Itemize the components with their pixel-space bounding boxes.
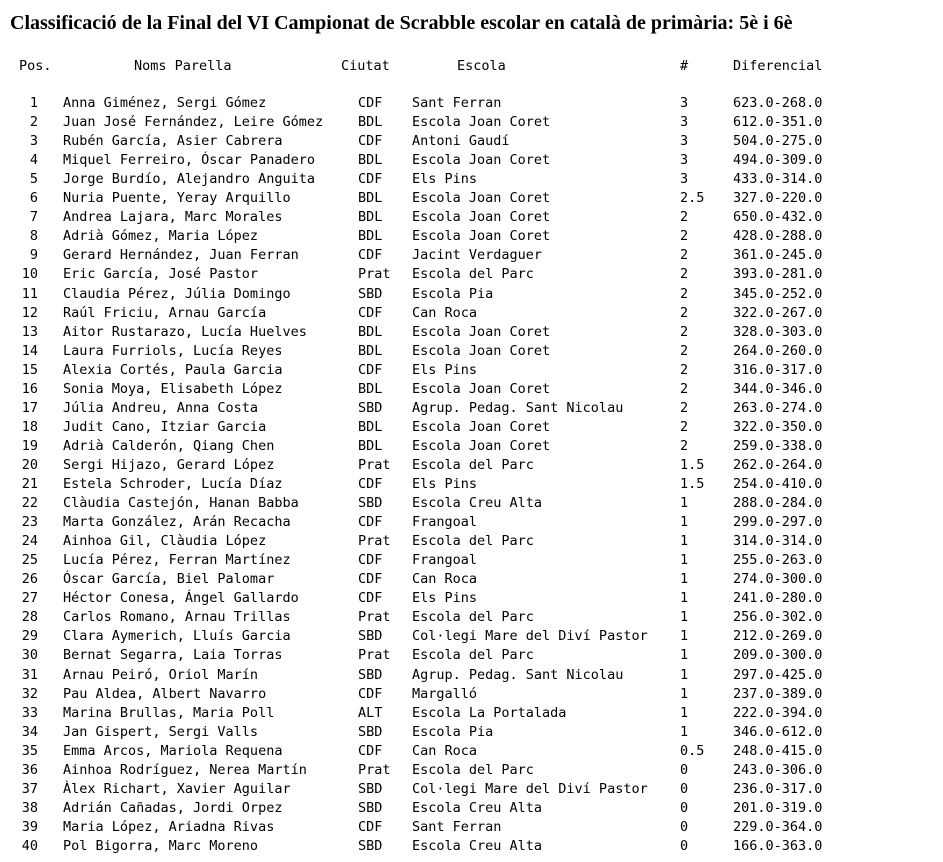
row-school-cell: Jacint Verdaguer bbox=[412, 247, 543, 263]
row-num-cell: 2 bbox=[680, 400, 689, 416]
row-num-cell: 1 bbox=[680, 724, 689, 740]
row-pos-cell: 30 bbox=[21, 647, 38, 663]
row-pos-cell: 33 bbox=[21, 705, 38, 721]
row-pos-cell: 11 bbox=[21, 286, 38, 302]
row-city-cell: SBD bbox=[358, 628, 383, 644]
row-diff-cell: 201.0-319.0 bbox=[733, 800, 823, 816]
row-names-cell: Juan José Fernández, Leire Gómez bbox=[63, 114, 324, 130]
row-diff-cell: 612.0-351.0 bbox=[733, 114, 823, 130]
row-names-cell: Adrián Cañadas, Jordi Orpez bbox=[63, 800, 283, 816]
row-names-cell: Laura Furriols, Lucía Reyes bbox=[63, 343, 283, 359]
row-num-cell: 0.5 bbox=[680, 743, 705, 759]
row-diff-cell: 209.0-300.0 bbox=[733, 647, 823, 663]
row-diff-cell: 346.0-612.0 bbox=[733, 724, 823, 740]
row-pos-cell: 34 bbox=[21, 724, 38, 740]
row-pos-cell: 4 bbox=[29, 152, 38, 168]
row-num-cell: 3 bbox=[680, 95, 689, 111]
row-school-cell: Escola Creu Alta bbox=[412, 495, 543, 511]
row-city-cell: ALT bbox=[358, 705, 383, 721]
row-pos-cell: 5 bbox=[29, 171, 38, 187]
row-diff-cell: 361.0-245.0 bbox=[733, 247, 823, 263]
header-school: Escola bbox=[457, 58, 506, 74]
row-school-cell: Col·legi Mare del Diví Pastor bbox=[412, 781, 648, 797]
row-diff-cell: 504.0-275.0 bbox=[733, 133, 823, 149]
row-school-cell: Escola Joan Coret bbox=[412, 343, 551, 359]
row-num-cell: 2 bbox=[680, 438, 689, 454]
row-school-cell: Escola Joan Coret bbox=[412, 114, 551, 130]
row-city-cell: SBD bbox=[358, 781, 383, 797]
row-num-cell: 2 bbox=[680, 228, 689, 244]
row-names-cell: Maria López, Ariadna Rivas bbox=[63, 819, 275, 835]
row-school-cell: Margalló bbox=[412, 686, 478, 702]
row-city-cell: BDL bbox=[358, 343, 383, 359]
row-num-cell: 2 bbox=[680, 362, 689, 378]
row-diff-cell: 255.0-263.0 bbox=[733, 552, 823, 568]
row-school-cell: Els Pins bbox=[412, 171, 478, 187]
row-city-cell: CDF bbox=[358, 95, 383, 111]
row-names-cell: Clàudia Castejón, Hanan Babba bbox=[63, 495, 299, 511]
row-school-cell: Escola Joan Coret bbox=[412, 419, 551, 435]
row-pos-cell: 21 bbox=[21, 476, 38, 492]
header-num: # bbox=[680, 58, 689, 74]
row-school-cell: Els Pins bbox=[412, 362, 478, 378]
row-pos-cell: 6 bbox=[29, 190, 38, 206]
row-city-cell: SBD bbox=[358, 800, 383, 816]
row-city-cell: CDF bbox=[358, 590, 383, 606]
row-num-cell: 1 bbox=[680, 495, 689, 511]
row-city-cell: Prat bbox=[358, 762, 391, 778]
row-num-cell: 2 bbox=[680, 305, 689, 321]
row-diff-cell: 650.0-432.0 bbox=[733, 209, 823, 225]
row-school-cell: Escola Joan Coret bbox=[412, 152, 551, 168]
row-names-cell: Lucía Pérez, Ferran Martínez bbox=[63, 552, 291, 568]
row-diff-cell: 299.0-297.0 bbox=[733, 514, 823, 530]
row-school-cell: Col·legi Mare del Diví Pastor bbox=[412, 628, 648, 644]
row-names-cell: Adrià Calderón, Qiang Chen bbox=[63, 438, 275, 454]
row-names-cell: Emma Arcos, Mariola Requena bbox=[63, 743, 283, 759]
row-city-cell: Prat bbox=[358, 647, 391, 663]
row-city-cell: CDF bbox=[358, 514, 383, 530]
row-num-cell: 1 bbox=[680, 705, 689, 721]
row-diff-cell: 428.0-288.0 bbox=[733, 228, 823, 244]
row-pos-cell: 10 bbox=[21, 266, 38, 282]
row-num-cell: 1 bbox=[680, 552, 689, 568]
row-pos-cell: 23 bbox=[21, 514, 38, 530]
row-names-cell: Nuria Puente, Yeray Arquillo bbox=[63, 190, 291, 206]
row-names-cell: Arnau Peiró, Oriol Marín bbox=[63, 667, 259, 683]
row-names-cell: Claudia Pérez, Júlia Domingo bbox=[63, 286, 291, 302]
row-num-cell: 1 bbox=[680, 628, 689, 644]
row-school-cell: Escola del Parc bbox=[412, 609, 534, 625]
row-diff-cell: 344.0-346.0 bbox=[733, 381, 823, 397]
row-pos-cell: 37 bbox=[21, 781, 38, 797]
row-city-cell: SBD bbox=[358, 400, 383, 416]
row-names-cell: Marta González, Arán Recacha bbox=[63, 514, 291, 530]
row-city-cell: BDL bbox=[358, 324, 383, 340]
row-names-cell: Marina Brullas, Maria Poll bbox=[63, 705, 275, 721]
row-num-cell: 2 bbox=[680, 286, 689, 302]
row-city-cell: BDL bbox=[358, 228, 383, 244]
row-school-cell: Can Roca bbox=[412, 571, 478, 587]
row-names-cell: Ainhoa Rodríguez, Nerea Martín bbox=[63, 762, 307, 778]
row-diff-cell: 322.0-350.0 bbox=[733, 419, 823, 435]
row-city-cell: CDF bbox=[358, 819, 383, 835]
row-names-cell: Rubén García, Asier Cabrera bbox=[63, 133, 283, 149]
row-num-cell: 3 bbox=[680, 133, 689, 149]
row-school-cell: Escola del Parc bbox=[412, 457, 534, 473]
row-city-cell: SBD bbox=[358, 667, 383, 683]
row-diff-cell: 494.0-309.0 bbox=[733, 152, 823, 168]
row-diff-cell: 248.0-415.0 bbox=[733, 743, 823, 759]
row-num-cell: 0 bbox=[680, 819, 689, 835]
row-names-cell: Gerard Hernández, Juan Ferran bbox=[63, 247, 299, 263]
row-num-cell: 1 bbox=[680, 533, 689, 549]
row-diff-cell: 241.0-280.0 bbox=[733, 590, 823, 606]
row-city-cell: BDL bbox=[358, 114, 383, 130]
header-city: Ciutat bbox=[341, 58, 390, 74]
row-num-cell: 2 bbox=[680, 381, 689, 397]
header-names: Noms Parella bbox=[134, 58, 232, 74]
row-city-cell: CDF bbox=[358, 686, 383, 702]
row-names-cell: Judit Cano, Itziar Garcia bbox=[63, 419, 267, 435]
row-num-cell: 1 bbox=[680, 609, 689, 625]
row-diff-cell: 254.0-410.0 bbox=[733, 476, 823, 492]
row-pos-cell: 15 bbox=[21, 362, 38, 378]
row-num-cell: 3 bbox=[680, 114, 689, 130]
row-pos-cell: 24 bbox=[21, 533, 38, 549]
row-num-cell: 1 bbox=[680, 590, 689, 606]
row-school-cell: Escola del Parc bbox=[412, 647, 534, 663]
row-school-cell: Escola Pia bbox=[412, 286, 494, 302]
row-school-cell: Can Roca bbox=[412, 305, 478, 321]
row-diff-cell: 264.0-260.0 bbox=[733, 343, 823, 359]
row-names-cell: Ainhoa Gil, Clàudia López bbox=[63, 533, 267, 549]
row-names-cell: Anna Giménez, Sergi Gómez bbox=[63, 95, 267, 111]
page-title: Classificació de la Final del VI Campionat de Scrabble escolar en català de primària: 5è i 6è bbox=[10, 12, 793, 34]
row-pos-cell: 3 bbox=[29, 133, 38, 149]
row-pos-cell: 25 bbox=[21, 552, 38, 568]
row-city-cell: CDF bbox=[358, 571, 383, 587]
row-pos-cell: 18 bbox=[21, 419, 38, 435]
row-city-cell: BDL bbox=[358, 419, 383, 435]
row-pos-cell: 36 bbox=[21, 762, 38, 778]
row-pos-cell: 40 bbox=[21, 838, 38, 854]
row-diff-cell: 237.0-389.0 bbox=[733, 686, 823, 702]
row-school-cell: Escola Pia bbox=[412, 724, 494, 740]
row-school-cell: Escola Joan Coret bbox=[412, 228, 551, 244]
row-city-cell: SBD bbox=[358, 495, 383, 511]
row-names-cell: Bernat Segarra, Laia Torras bbox=[63, 647, 283, 663]
row-school-cell: Antoni Gaudí bbox=[412, 133, 510, 149]
row-diff-cell: 262.0-264.0 bbox=[733, 457, 823, 473]
row-num-cell: 0 bbox=[680, 800, 689, 816]
row-pos-cell: 29 bbox=[21, 628, 38, 644]
row-num-cell: 1 bbox=[680, 647, 689, 663]
row-num-cell: 1 bbox=[680, 686, 689, 702]
row-city-cell: Prat bbox=[358, 533, 391, 549]
row-names-cell: Jan Gispert, Sergi Valls bbox=[63, 724, 259, 740]
row-diff-cell: 345.0-252.0 bbox=[733, 286, 823, 302]
row-diff-cell: 263.0-274.0 bbox=[733, 400, 823, 416]
row-school-cell: Frangoal bbox=[412, 552, 478, 568]
row-school-cell: Frangoal bbox=[412, 514, 478, 530]
row-school-cell: Escola Joan Coret bbox=[412, 209, 551, 225]
row-school-cell: Escola Joan Coret bbox=[412, 190, 551, 206]
row-pos-cell: 22 bbox=[21, 495, 38, 511]
row-pos-cell: 35 bbox=[21, 743, 38, 759]
row-city-cell: BDL bbox=[358, 438, 383, 454]
row-diff-cell: 274.0-300.0 bbox=[733, 571, 823, 587]
row-school-cell: Els Pins bbox=[412, 590, 478, 606]
row-num-cell: 2 bbox=[680, 419, 689, 435]
row-pos-cell: 17 bbox=[21, 400, 38, 416]
row-num-cell: 2 bbox=[680, 209, 689, 225]
row-pos-cell: 16 bbox=[21, 381, 38, 397]
row-city-cell: Prat bbox=[358, 266, 391, 282]
row-num-cell: 0 bbox=[680, 838, 689, 854]
row-names-cell: Carlos Romano, Arnau Trillas bbox=[63, 609, 291, 625]
row-pos-cell: 12 bbox=[21, 305, 38, 321]
row-school-cell: Escola Creu Alta bbox=[412, 800, 543, 816]
row-school-cell: Escola Joan Coret bbox=[412, 438, 551, 454]
row-city-cell: CDF bbox=[358, 552, 383, 568]
row-num-cell: 0 bbox=[680, 781, 689, 797]
row-names-cell: Júlia Andreu, Anna Costa bbox=[63, 400, 259, 416]
row-pos-cell: 13 bbox=[21, 324, 38, 340]
row-pos-cell: 39 bbox=[21, 819, 38, 835]
row-city-cell: BDL bbox=[358, 209, 383, 225]
row-school-cell: Els Pins bbox=[412, 476, 478, 492]
row-names-cell: Óscar García, Biel Palomar bbox=[63, 571, 275, 587]
row-city-cell: Prat bbox=[358, 609, 391, 625]
row-city-cell: CDF bbox=[358, 171, 383, 187]
row-school-cell: Escola del Parc bbox=[412, 266, 534, 282]
row-names-cell: Jorge Burdío, Alejandro Anguita bbox=[63, 171, 315, 187]
row-names-cell: Estela Schroder, Lucía Díaz bbox=[63, 476, 283, 492]
row-pos-cell: 32 bbox=[21, 686, 38, 702]
row-city-cell: CDF bbox=[358, 743, 383, 759]
row-num-cell: 0 bbox=[680, 762, 689, 778]
row-pos-cell: 9 bbox=[29, 247, 38, 263]
row-city-cell: SBD bbox=[358, 286, 383, 302]
row-city-cell: CDF bbox=[358, 133, 383, 149]
row-names-cell: Andrea Lajara, Marc Morales bbox=[63, 209, 283, 225]
row-diff-cell: 222.0-394.0 bbox=[733, 705, 823, 721]
row-pos-cell: 38 bbox=[21, 800, 38, 816]
row-num-cell: 1 bbox=[680, 571, 689, 587]
row-diff-cell: 316.0-317.0 bbox=[733, 362, 823, 378]
row-num-cell: 1.5 bbox=[680, 476, 705, 492]
row-school-cell: Can Roca bbox=[412, 743, 478, 759]
row-num-cell: 1 bbox=[680, 514, 689, 530]
row-school-cell: Escola Joan Coret bbox=[412, 381, 551, 397]
row-city-cell: CDF bbox=[358, 476, 383, 492]
row-pos-cell: 19 bbox=[21, 438, 38, 454]
row-city-cell: BDL bbox=[358, 381, 383, 397]
row-pos-cell: 20 bbox=[21, 457, 38, 473]
row-diff-cell: 433.0-314.0 bbox=[733, 171, 823, 187]
row-names-cell: Adrià Gómez, Maria López bbox=[63, 228, 259, 244]
row-num-cell: 1.5 bbox=[680, 457, 705, 473]
row-names-cell: Sergi Hijazo, Gerard López bbox=[63, 457, 275, 473]
row-school-cell: Sant Ferran bbox=[412, 819, 502, 835]
row-city-cell: BDL bbox=[358, 152, 383, 168]
row-diff-cell: 236.0-317.0 bbox=[733, 781, 823, 797]
row-pos-cell: 31 bbox=[21, 667, 38, 683]
row-school-cell: Escola Creu Alta bbox=[412, 838, 543, 854]
row-num-cell: 3 bbox=[680, 171, 689, 187]
row-names-cell: Àlex Richart, Xavier Aguilar bbox=[63, 781, 291, 797]
row-num-cell: 2 bbox=[680, 247, 689, 263]
row-names-cell: Clara Aymerich, Lluís Garcia bbox=[63, 628, 291, 644]
row-school-cell: Sant Ferran bbox=[412, 95, 502, 111]
row-num-cell: 1 bbox=[680, 667, 689, 683]
row-pos-cell: 1 bbox=[29, 95, 38, 111]
row-pos-cell: 26 bbox=[21, 571, 38, 587]
row-names-cell: Alexia Cortés, Paula Garcia bbox=[63, 362, 283, 378]
row-diff-cell: 259.0-338.0 bbox=[733, 438, 823, 454]
row-city-cell: SBD bbox=[358, 838, 383, 854]
row-names-cell: Sonia Moya, Elisabeth López bbox=[63, 381, 283, 397]
row-names-cell: Héctor Conesa, Ángel Gallardo bbox=[63, 590, 299, 606]
row-names-cell: Miquel Ferreiro, Óscar Panadero bbox=[63, 152, 315, 168]
row-pos-cell: 8 bbox=[29, 228, 38, 244]
row-diff-cell: 288.0-284.0 bbox=[733, 495, 823, 511]
header-diff: Diferencial bbox=[733, 58, 823, 74]
row-pos-cell: 7 bbox=[29, 209, 38, 225]
row-diff-cell: 229.0-364.0 bbox=[733, 819, 823, 835]
row-school-cell: Escola del Parc bbox=[412, 533, 534, 549]
row-school-cell: Agrup. Pedag. Sant Nicolau bbox=[412, 667, 624, 683]
row-school-cell: Escola del Parc bbox=[412, 762, 534, 778]
row-diff-cell: 327.0-220.0 bbox=[733, 190, 823, 206]
row-num-cell: 3 bbox=[680, 152, 689, 168]
row-city-cell: CDF bbox=[358, 247, 383, 263]
row-names-cell: Raúl Friciu, Arnau García bbox=[63, 305, 267, 321]
row-city-cell: CDF bbox=[358, 362, 383, 378]
row-names-cell: Pol Bigorra, Marc Moreno bbox=[63, 838, 259, 854]
row-school-cell: Escola La Portalada bbox=[412, 705, 567, 721]
row-city-cell: CDF bbox=[358, 305, 383, 321]
row-pos-cell: 2 bbox=[29, 114, 38, 130]
row-names-cell: Aitor Rustarazo, Lucía Huelves bbox=[63, 324, 307, 340]
row-city-cell: BDL bbox=[358, 190, 383, 206]
row-diff-cell: 322.0-267.0 bbox=[733, 305, 823, 321]
row-names-cell: Pau Aldea, Albert Navarro bbox=[63, 686, 267, 702]
row-num-cell: 2.5 bbox=[680, 190, 705, 206]
row-diff-cell: 623.0-268.0 bbox=[733, 95, 823, 111]
row-names-cell: Eric García, José Pastor bbox=[63, 266, 259, 282]
row-num-cell: 2 bbox=[680, 266, 689, 282]
row-diff-cell: 212.0-269.0 bbox=[733, 628, 823, 644]
row-city-cell: Prat bbox=[358, 457, 391, 473]
row-pos-cell: 28 bbox=[21, 609, 38, 625]
row-pos-cell: 14 bbox=[21, 343, 38, 359]
row-school-cell: Escola Joan Coret bbox=[412, 324, 551, 340]
row-num-cell: 2 bbox=[680, 343, 689, 359]
row-num-cell: 2 bbox=[680, 324, 689, 340]
row-diff-cell: 297.0-425.0 bbox=[733, 667, 823, 683]
row-school-cell: Agrup. Pedag. Sant Nicolau bbox=[412, 400, 624, 416]
row-city-cell: SBD bbox=[358, 724, 383, 740]
row-pos-cell: 27 bbox=[21, 590, 38, 606]
row-diff-cell: 256.0-302.0 bbox=[733, 609, 823, 625]
row-diff-cell: 393.0-281.0 bbox=[733, 266, 823, 282]
row-diff-cell: 328.0-303.0 bbox=[733, 324, 823, 340]
row-diff-cell: 166.0-363.0 bbox=[733, 838, 823, 854]
header-pos: Pos. bbox=[19, 58, 52, 74]
row-diff-cell: 314.0-314.0 bbox=[733, 533, 823, 549]
row-diff-cell: 243.0-306.0 bbox=[733, 762, 823, 778]
